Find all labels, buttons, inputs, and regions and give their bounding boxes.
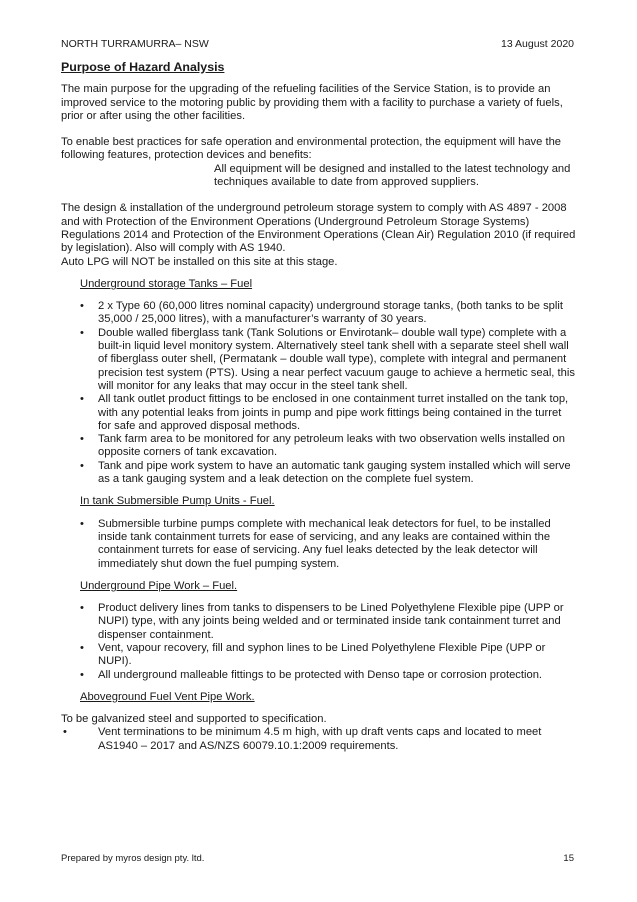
list-item bbox=[61, 602, 577, 642]
list-item-text: Double walled fiberglass tank (Tank Solutions or Envirotank– double wall type) complete with a built-in liquid level monitory system. Alternatively steel tank shell with a separate steel shell wall of fiberglass outer shell, (Permatank – double wall type), complete with integral and permanent precision test system (PTS). Using a near perfect vacuum gauge to achieve a hermetic seal, this will monitor for any leaks that may occur in the steel tank shell. bbox=[98, 326, 575, 392]
section-heading-vent-pipe-work: Aboveground Fuel Vent Pipe Work. bbox=[80, 690, 255, 703]
section-heading-pump-units: In tank Submersible Pump Units - Fuel. bbox=[80, 495, 275, 508]
pipe-work-list bbox=[61, 602, 577, 682]
bullet-icon: • bbox=[80, 641, 84, 654]
list-item-text: All tank outlet product fittings to be enclosed in one containment turret installed on the tank top, with any potential leaks from joints in pump and pipe work fittings being contained in the turret for safe and approved disposal methods. bbox=[98, 393, 569, 432]
list-item-text: 2 x Type 60 (60,000 litres nominal capacity) underground storage tanks, (both tanks to be split 35,000 / 25,000 litres), with a manufacturer’s warranty of 30 years. bbox=[98, 300, 563, 326]
list-item bbox=[61, 726, 577, 753]
vent-pipe-work-list bbox=[61, 726, 577, 753]
section-heading-pipe-work: Underground Pipe Work – Fuel. bbox=[80, 579, 238, 592]
list-item-text: Vent, vapour recovery, fill and syphon lines to be Lined Polyethylene Flexible Pipe (UPP or NUPI). bbox=[98, 641, 546, 668]
pump-units-list bbox=[61, 518, 577, 571]
page-title: Purpose of Hazard Analysis bbox=[61, 60, 225, 74]
page-header bbox=[61, 38, 574, 52]
page-number: 15 bbox=[563, 853, 574, 864]
list-item-text: Vent terminations to be minimum 4.5 m high, with up draft vents caps and located to meet AS1940 – 2017 and AS/NZS 60079.10.1:2009 requirements. bbox=[98, 726, 542, 752]
bullet-icon: • bbox=[80, 393, 84, 406]
list-item bbox=[61, 669, 577, 682]
bullet-icon: • bbox=[80, 517, 84, 530]
header-date: 13 August 2020 bbox=[501, 38, 574, 50]
bullet-icon: • bbox=[63, 726, 67, 739]
list-item bbox=[61, 327, 577, 393]
equipment-statement: All equipment will be designed and installed to the latest technology and techniques available to date from approved suppliers. bbox=[214, 162, 571, 189]
bullet-icon: • bbox=[80, 668, 84, 681]
list-item bbox=[61, 433, 577, 460]
storage-tanks-list bbox=[61, 300, 577, 486]
section-heading-storage-tanks: Underground storage Tanks – Fuel bbox=[80, 277, 253, 290]
bullet-icon: • bbox=[80, 326, 84, 339]
page-footer bbox=[61, 852, 574, 866]
list-item bbox=[61, 393, 577, 433]
design-compliance-paragraph: The design & installation of the underground petroleum storage system to comply with AS 4897 - 2008 and with Protection of the Environment Operations (Underground Petroleum Storage Systems) Regulations 2014 and Protection of the Environment Operations (Clean Air) Regulation 2010 (if required by legislation). Also will comply with AS 1940. bbox=[61, 202, 576, 255]
lpg-statement: Auto LPG will NOT be installed on this site at this stage. bbox=[61, 255, 338, 268]
header-location: NORTH TURRAMURRA– NSW bbox=[61, 38, 209, 50]
list-item bbox=[61, 300, 577, 327]
list-item-text: Tank farm area to be monitored for any petroleum leaks with two observation wells installed on opposite corners of tank excavation. bbox=[98, 433, 566, 459]
list-item bbox=[61, 642, 577, 669]
list-item-text: Submersible turbine pumps complete with mechanical leak detectors for fuel, to be installed inside tank containment turrets for ease of servicing, and any leaks are contained within the containment turrets for ease of servicing. Any fuel leaks detected by the leak detector will immediately shut down the fuel pumping system. bbox=[98, 517, 551, 570]
intro-paragraph: The main purpose for the upgrading of the refueling facilities of the Service Station, is to provide an improved service to the motoring public by providing them with a facility to purchase a variety of fuels, prior or after using the other facilities. bbox=[61, 83, 563, 122]
vent-intro: To be galvanized steel and supported to specification. bbox=[61, 713, 327, 726]
best-practices-paragraph: To enable best practices for safe operation and environmental protection, the equipment will have the following features, protection devices and benefits: bbox=[61, 136, 562, 162]
list-item bbox=[61, 460, 577, 487]
list-item-text: All underground malleable fittings to be protected with Denso tape or corrosion protection. bbox=[98, 668, 543, 681]
footer-prepared-by: Prepared by myros design pty. ltd. bbox=[61, 853, 205, 864]
document-body bbox=[61, 61, 577, 753]
bullet-icon: • bbox=[80, 433, 84, 446]
bullet-icon: • bbox=[80, 602, 84, 615]
list-item bbox=[61, 518, 577, 571]
bullet-icon: • bbox=[80, 459, 84, 472]
list-item-text: Product delivery lines from tanks to dispensers to be Lined Polyethylene Flexible pipe (UPP or NUPI) type, with any joints being welded and or terminated inside tank containment turret and dispenser containment. bbox=[98, 602, 564, 641]
list-item-text: Tank and pipe work system to have an automatic tank gauging system installed which will serve as a tank gauging system and a leak detection on the complete fuel system. bbox=[98, 459, 571, 486]
bullet-icon: • bbox=[80, 300, 84, 313]
